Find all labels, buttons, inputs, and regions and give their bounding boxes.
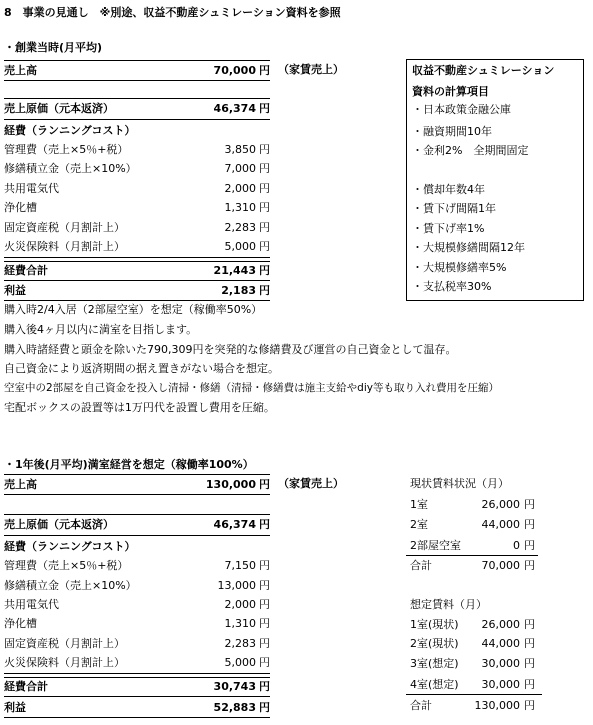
note-line: 宅配ボックスの設置等は1万円代を設置し費用を圧縮。 <box>4 401 275 414</box>
expense-label: 管理費（売上×5％+税） <box>4 143 129 156</box>
yen-unit: 円 <box>259 143 270 156</box>
expense-value: 7,150 <box>224 559 256 572</box>
current-rent-value: 26,000 <box>481 498 520 511</box>
simulation-subtitle: 資料の計算項目 <box>412 85 489 98</box>
expense-label: 火災保険料（月割計上） <box>4 240 125 253</box>
note-line: 購入後4ヶ月以内に満室を目指します。 <box>4 323 198 336</box>
yen-unit: 円 <box>259 64 270 77</box>
yen-unit: 円 <box>259 637 270 650</box>
simulation-item: ・融資期間10年 <box>412 125 492 138</box>
sales-row <box>4 61 270 80</box>
current-rent-label: 2部屋空室 <box>410 539 461 552</box>
expense-label: 共用電気代 <box>4 182 59 195</box>
expense-value: 13,000 <box>217 579 256 592</box>
simulation-title: 収益不動産シュミレーション <box>412 64 555 77</box>
yen-unit: 円 <box>259 162 270 175</box>
sales-value: 130,000 <box>205 478 256 491</box>
current-rent-total-label: 合計 <box>410 559 432 572</box>
expense-row <box>4 653 270 672</box>
divider <box>406 694 542 695</box>
section2-title: ・1年後(月平均)満室経営を想定（稼働率100%） <box>4 458 254 471</box>
expense-label: 浄化槽 <box>4 201 37 214</box>
yen-unit: 円 <box>524 539 535 552</box>
assumed-rent-total-label: 合計 <box>410 699 432 712</box>
current-rent-total-value: 70,000 <box>481 559 520 572</box>
yen-unit: 円 <box>259 617 270 630</box>
yen-unit: 円 <box>259 221 270 234</box>
assumed-rent-value: 30,000 <box>481 657 520 670</box>
section1-title: ・創業当時(月平均) <box>4 41 103 54</box>
sales-label: 売上高 <box>4 478 37 491</box>
expense-row <box>4 614 270 633</box>
section-heading: 8 事業の見通し ※別途、収益不動産シュミレーション資料を参照 <box>4 6 341 19</box>
expense-total-value: 30,743 <box>213 680 256 693</box>
profit-label: 利益 <box>4 284 26 297</box>
expense-total-row <box>4 261 270 280</box>
yen-unit: 円 <box>524 637 535 650</box>
expense-header-label: 経費（ランニングコスト） <box>4 540 136 553</box>
yen-unit: 円 <box>259 478 270 491</box>
cogs-row <box>4 515 270 534</box>
expense-row <box>4 218 270 237</box>
profit-value: 52,883 <box>213 701 256 714</box>
sales-label: 売上高 <box>4 64 37 77</box>
current-rent-value: 0 <box>513 539 520 552</box>
expense-label: 火災保険料（月割計上） <box>4 656 125 669</box>
expense-value: 2,283 <box>224 637 256 650</box>
assumed-rent-label: 2室(現状) <box>410 637 459 650</box>
divider <box>4 535 270 536</box>
simulation-item: ・支払税率30% <box>412 280 492 293</box>
expense-value: 5,000 <box>224 240 256 253</box>
profit-value: 2,183 <box>221 284 256 297</box>
expense-value: 5,000 <box>224 656 256 669</box>
yen-unit: 円 <box>259 559 270 572</box>
current-rent-label: 1室 <box>410 498 428 511</box>
divider <box>4 300 270 301</box>
yen-unit: 円 <box>524 678 535 691</box>
simulation-item: ・賃下げ間隔1年 <box>412 202 496 215</box>
expense-row <box>4 237 270 256</box>
divider <box>4 494 270 495</box>
cogs-value: 46,374 <box>213 518 256 531</box>
simulation-item: ・日本政策金融公庫 <box>412 103 511 116</box>
sales-row <box>4 475 270 494</box>
yen-unit: 円 <box>259 182 270 195</box>
simulation-item: ・金利2% 全期間固定 <box>412 144 529 157</box>
note-line: 購入時2/4入居（2部屋空室）を想定（稼働率50%） <box>4 303 263 316</box>
cogs-row <box>4 99 270 118</box>
assumed-rent-label: 3室(想定) <box>410 657 459 670</box>
expense-row <box>4 634 270 653</box>
yen-unit: 円 <box>524 699 535 712</box>
yen-unit: 円 <box>524 618 535 631</box>
sales-note: （家賃売上） <box>278 63 344 76</box>
divider <box>4 696 270 697</box>
note-line: 空室中の2部屋を自己資金を投入し清掃・修繕（清掃・修繕費は施主支給やdiy等も取り入れ費用を圧縮） <box>4 382 499 394</box>
yen-unit: 円 <box>524 518 535 531</box>
cogs-label: 売上原価（元本返済） <box>4 518 114 531</box>
expense-value: 1,310 <box>224 201 256 214</box>
yen-unit: 円 <box>259 201 270 214</box>
expense-label: 修繕積立金（売上×10%） <box>4 162 137 175</box>
yen-unit: 円 <box>259 579 270 592</box>
simulation-item: ・大規模修繕率5% <box>412 261 507 274</box>
expense-value: 2,283 <box>224 221 256 234</box>
yen-unit: 円 <box>259 701 270 714</box>
cogs-value: 46,374 <box>213 102 256 115</box>
note-line: 自己資金により返済期間の据え置きがない場合を想定。 <box>4 362 279 375</box>
profit-row <box>4 281 270 300</box>
yen-unit: 円 <box>259 240 270 253</box>
sales-note: （家賃売上） <box>278 477 344 490</box>
simulation-item: ・償却年数4年 <box>412 183 485 196</box>
expense-header-label: 経費（ランニングコスト） <box>4 124 136 137</box>
expense-row <box>4 576 270 595</box>
expense-row <box>4 556 270 575</box>
expense-label: 浄化槽 <box>4 617 37 630</box>
cogs-label: 売上原価（元本返済） <box>4 102 114 115</box>
current-rent-label: 2室 <box>410 518 428 531</box>
expense-value: 2,000 <box>224 598 256 611</box>
expense-label: 修繕積立金（売上×10%） <box>4 579 137 592</box>
expense-total-row <box>4 677 270 696</box>
yen-unit: 円 <box>259 518 270 531</box>
simulation-item: ・大規模修繕間隔12年 <box>412 241 525 254</box>
expense-label: 固定資産税（月割計上） <box>4 637 125 650</box>
sales-value: 70,000 <box>213 64 256 77</box>
yen-unit: 円 <box>259 598 270 611</box>
yen-unit: 円 <box>259 264 270 277</box>
expense-header <box>4 121 270 140</box>
profit-row <box>4 698 270 717</box>
yen-unit: 円 <box>259 656 270 669</box>
expense-row <box>4 140 270 159</box>
yen-unit: 円 <box>524 559 535 572</box>
assumed-rent-value: 44,000 <box>481 637 520 650</box>
current-rent-value: 44,000 <box>481 518 520 531</box>
expense-label: 共用電気代 <box>4 598 59 611</box>
note-line: 購入時諸経費と頭金を除いた790,309円を突発的な修繕費及び運営の自己資金として温存。 <box>4 343 457 356</box>
expense-row <box>4 595 270 614</box>
profit-label: 利益 <box>4 701 26 714</box>
assumed-rent-value: 30,000 <box>481 678 520 691</box>
expense-row <box>4 179 270 198</box>
expense-row <box>4 198 270 217</box>
expense-value: 3,850 <box>224 143 256 156</box>
yen-unit: 円 <box>259 680 270 693</box>
divider <box>4 717 270 718</box>
assumed-rent-value: 26,000 <box>481 618 520 631</box>
assumed-rent-label: 4室(想定) <box>410 678 459 691</box>
divider <box>406 555 538 556</box>
divider <box>4 80 270 81</box>
expense-total-label: 経費合計 <box>4 264 48 277</box>
yen-unit: 円 <box>259 284 270 297</box>
assumed-rent-total-value: 130,000 <box>474 699 520 712</box>
yen-unit: 円 <box>524 657 535 670</box>
yen-unit: 円 <box>259 102 270 115</box>
expense-total-label: 経費合計 <box>4 680 48 693</box>
yen-unit: 円 <box>524 498 535 511</box>
expense-label: 管理費（売上×5％+税） <box>4 559 129 572</box>
simulation-item: ・賃下げ率1% <box>412 222 485 235</box>
expense-header <box>4 537 270 556</box>
assumed-rent-label: 1室(現状) <box>410 618 459 631</box>
expense-value: 1,310 <box>224 617 256 630</box>
divider <box>4 119 270 120</box>
expense-row <box>4 159 270 178</box>
expense-value: 7,000 <box>224 162 256 175</box>
assumed-rent-title: 想定賃料（月） <box>410 598 487 611</box>
expense-label: 固定資産税（月割計上） <box>4 221 125 234</box>
current-rent-title: 現状賃料状況（月） <box>410 477 509 490</box>
expense-total-value: 21,443 <box>213 264 256 277</box>
expense-value: 2,000 <box>224 182 256 195</box>
